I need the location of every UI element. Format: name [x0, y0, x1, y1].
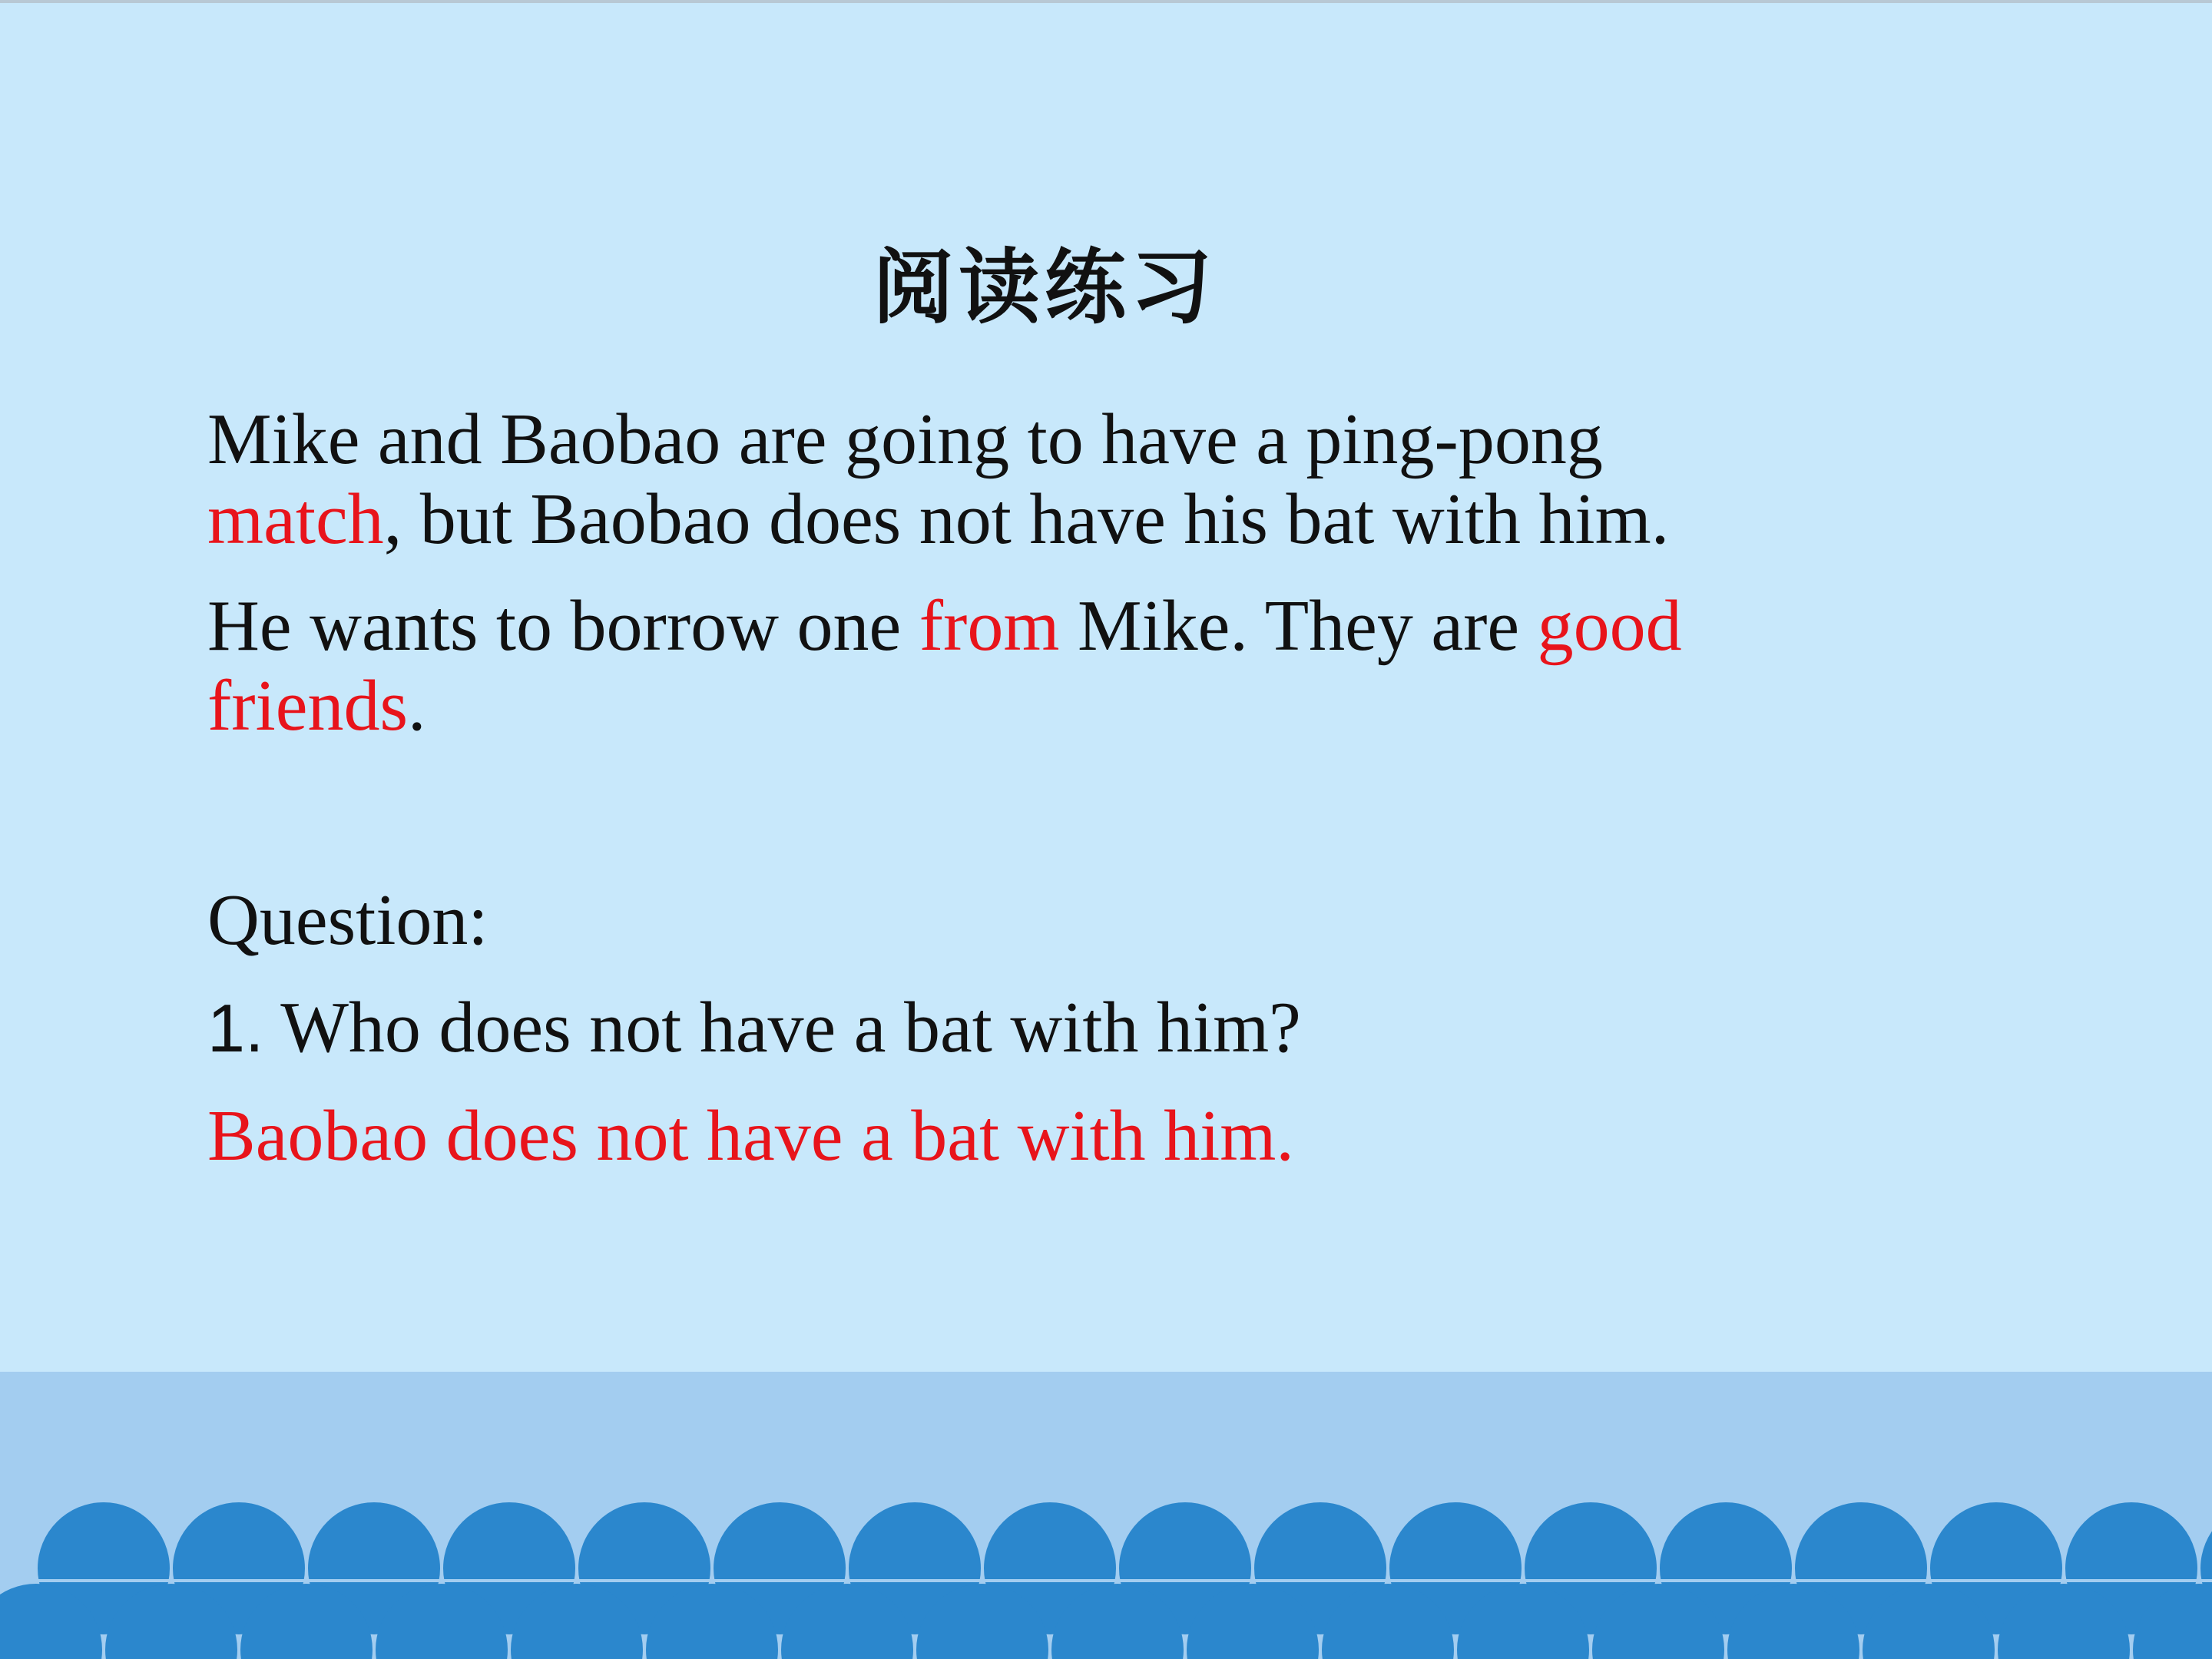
answer-1: Baobao does not have a bat with him. — [207, 1096, 1294, 1176]
question-1-number: 1. — [207, 990, 264, 1066]
top-border-line — [0, 0, 2212, 3]
paragraph-1 — [207, 399, 1974, 559]
paragraph-1-text-b: , but Baobao does not have his bat with him. — [383, 479, 1670, 559]
question-1-text: Who does not have a bat with him? — [263, 988, 1301, 1068]
wave-decoration — [0, 1372, 2212, 1659]
slide-title: 阅读练习 — [873, 240, 1217, 335]
keyword-match: match — [207, 479, 384, 559]
keyword-good: good — [1537, 586, 1682, 666]
paragraph-2-text-b: Mike. They are — [1059, 586, 1538, 666]
keyword-friends: friends — [207, 666, 409, 746]
paragraph-2 — [207, 586, 1974, 746]
wave-separator — [0, 1579, 2212, 1582]
question-1 — [207, 988, 1974, 1068]
paragraph-2-text-c: . — [408, 666, 426, 746]
keyword-from: from — [919, 586, 1060, 666]
paragraph-1-text-a: Mike and Baobao are going to have a ping-pong — [207, 399, 1603, 479]
paragraph-2-text-a: He wants to borrow one — [207, 586, 919, 666]
question-label: Question: — [207, 880, 488, 960]
